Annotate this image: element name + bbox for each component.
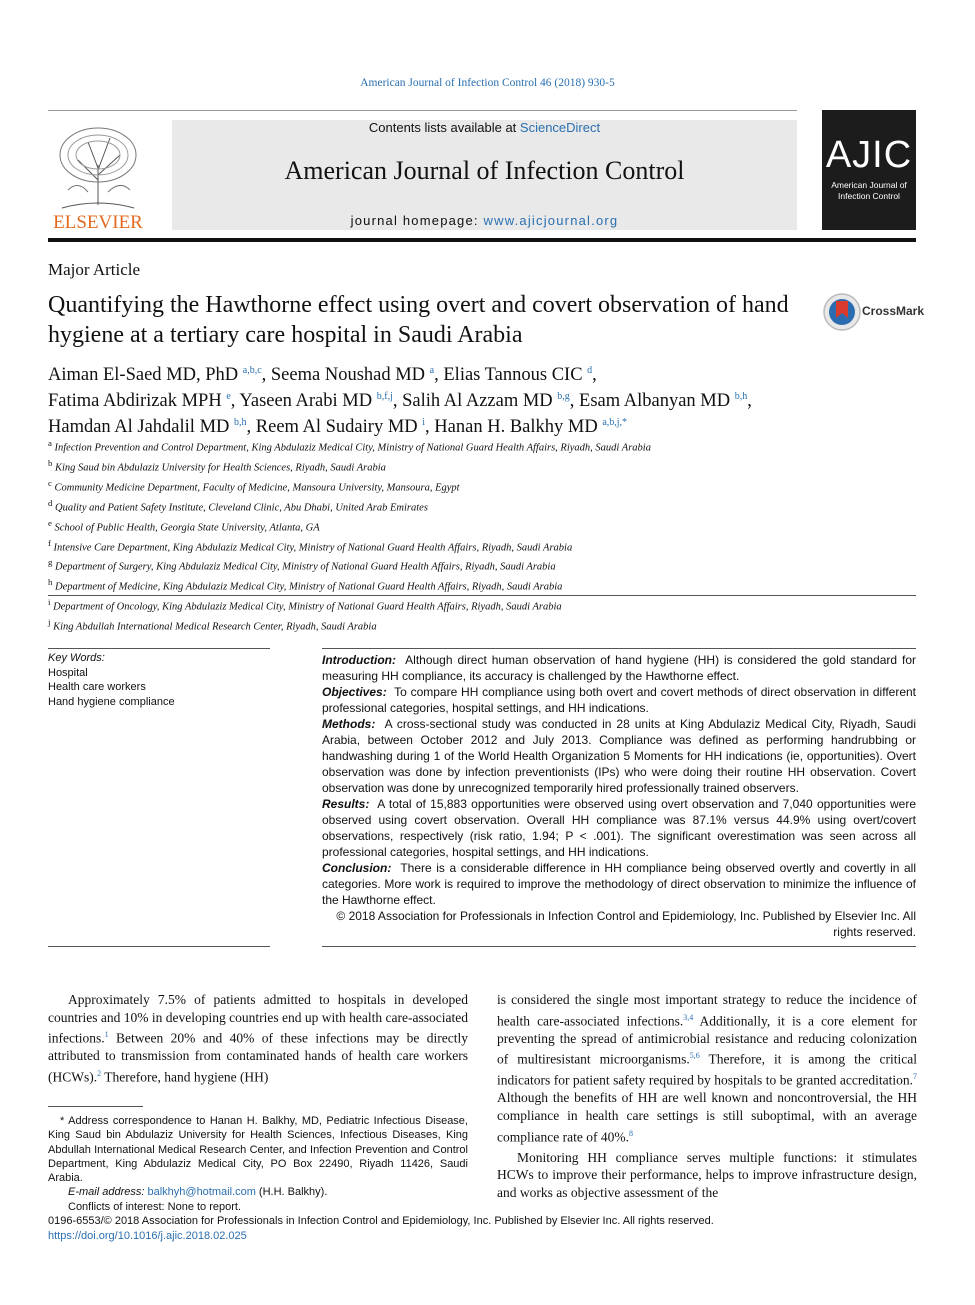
email-line bbox=[48, 1185, 468, 1199]
body-text: Therefore, it is among the critical indicators for patient safety required by hospitals to be granted accreditation. bbox=[497, 1051, 917, 1088]
abstract-text: A cross-sectional study was conducted in 28 units at King Abdulaziz Medical City, Riyadh, Saudi Arabia, between October 2012 and July 2013. Compliance was defined as performing handrubbing or handwashing during 1 of the World Health Organization 5 Moments for HH indications (ie, opportunities). Overt observation was done by infection preventionists (IPs) who were doing their routine HH observation. Covert observation was done by unrecognized temporarily hired professionally trained observers. bbox=[322, 717, 916, 795]
keyword: Health care workers bbox=[48, 681, 146, 693]
affiliation-rule bbox=[48, 595, 916, 596]
author-separator: , bbox=[425, 417, 435, 438]
abstract-text: Although direct human observation of hand hygiene (HH) is considered the gold standard for measuring HH compliance, its accuracy is challenged by the Hawthorne effect. bbox=[322, 653, 916, 683]
elsevier-logo bbox=[48, 120, 148, 232]
affiliation-text: Community Medicine Department, Faculty of Medicine, Mansoura University, Mansoura, Egypt bbox=[54, 482, 460, 494]
sciencedirect-link[interactable]: ScienceDirect bbox=[519, 120, 601, 135]
header-rule bbox=[48, 110, 797, 111]
abstract-introduction bbox=[322, 652, 916, 684]
author-affiliation-ref[interactable]: b,g bbox=[557, 391, 570, 403]
affiliation bbox=[48, 555, 918, 575]
citation-ref[interactable]: 2 bbox=[97, 1068, 102, 1078]
abstract-objectives bbox=[322, 684, 916, 716]
body-text: Between 20% and 40% of these infections may be directly attributed to transmission from contaminated hands of health care workers (HCWs). bbox=[48, 1030, 468, 1085]
keywords-heading: Key Words: bbox=[48, 652, 105, 664]
body-column-left bbox=[48, 991, 468, 1086]
body-text: Additionally, it is a core element for preventing the spread of antimicrobial resistance and reducing colonization of multiresistant microorganisms. bbox=[497, 1013, 917, 1067]
ajic-logo-line1: American Journal of bbox=[831, 180, 907, 190]
crossmark-icon bbox=[822, 292, 862, 332]
author-affiliation-ref[interactable]: i bbox=[422, 417, 426, 429]
author-affiliation-ref[interactable]: a,b,c bbox=[242, 365, 262, 376]
citation-ref[interactable]: 7 bbox=[913, 1072, 917, 1082]
issn-line: 0196-6553/© 2018 Association for Professionals in Infection Control and Epidemiology, Inc. Published by Elsevier Inc. All rights reserved. bbox=[48, 1215, 714, 1227]
author-affiliation-ref[interactable]: a bbox=[429, 365, 435, 376]
author-separator: , bbox=[230, 391, 240, 412]
contents-line bbox=[172, 120, 797, 135]
header-thick-rule bbox=[48, 238, 916, 242]
author-separator: , bbox=[392, 391, 403, 412]
body-text: Although the benefits of HH are well known and noncontroversial, the HH compliance in health care settings is still suboptimal, with an average compliance rate of 40%. bbox=[497, 1090, 917, 1145]
contents-prefix: Contents lists available at bbox=[368, 120, 520, 135]
citation-ref[interactable]: 3,4 bbox=[683, 1012, 694, 1022]
email-label: E-mail address: bbox=[68, 1186, 148, 1199]
body-text: Approximately 7.5% of patients admitted to hospitals in developed countries and 10% in developing countries end up with health care-associated infections. bbox=[48, 992, 468, 1046]
body-column-right bbox=[497, 991, 917, 1202]
author[interactable]: Fatima Abdirizak MPH bbox=[48, 391, 222, 412]
affiliation bbox=[48, 436, 918, 456]
author-affiliation-ref[interactable]: e bbox=[226, 391, 231, 403]
affiliation-text: Intensive Care Department, King Abdulaziz Medical City, Ministry of National Guard Health Affairs, Riyadh, Saudi Arabia bbox=[53, 542, 573, 554]
citation-ref[interactable]: 1 bbox=[104, 1030, 109, 1040]
abstract-rule-bottom bbox=[322, 946, 916, 947]
affiliation bbox=[48, 456, 918, 476]
abstract-methods bbox=[322, 716, 916, 796]
author-affiliation-ref[interactable]: b,h bbox=[234, 417, 247, 429]
affiliation bbox=[48, 595, 918, 615]
affiliation-list bbox=[48, 436, 918, 635]
affiliation-key: j bbox=[48, 617, 51, 628]
journal-title: American Journal of Infection Control bbox=[284, 156, 685, 185]
affiliation bbox=[48, 536, 918, 556]
abstract-rule-top bbox=[322, 648, 916, 649]
homepage-prefix: journal homepage: bbox=[350, 213, 484, 228]
author[interactable]: Elias Tannous CIC bbox=[443, 365, 583, 386]
abstract-heading: Results: bbox=[322, 797, 370, 811]
affiliation-text: Department of Surgery, King Abdulaziz Medical City, Ministry of National Guard Health Affairs, Riyadh, Saudi Arabia bbox=[55, 561, 556, 573]
author-separator: , bbox=[569, 391, 580, 412]
affiliation-key: h bbox=[48, 577, 53, 588]
affiliation-text: Department of Oncology, King Abdulaziz Medical City, Ministry of National Guard Health Affairs, Riyadh, Saudi Arabia bbox=[53, 601, 562, 613]
affiliation-text: Department of Medicine, King Abdulaziz Medical City, Ministry of National Guard Health Affairs, Riyadh, Saudi Arabia bbox=[55, 581, 563, 593]
citation-ref[interactable]: 8 bbox=[628, 1128, 633, 1138]
abstract-results bbox=[322, 796, 916, 860]
ajic-logo-subtitle bbox=[822, 180, 916, 202]
abstract-heading: Introduction: bbox=[322, 653, 396, 667]
affiliation-key: b bbox=[48, 457, 53, 468]
affiliation bbox=[48, 476, 918, 496]
affiliation-text: School of Public Health, Georgia State University, Atlanta, GA bbox=[54, 522, 320, 534]
abstract-copyright: © 2018 Association for Professionals in Infection Control and Epidemiology, Inc. Published by Elsevier Inc. All rights reserved. bbox=[336, 909, 916, 939]
keyword: Hand hygiene compliance bbox=[48, 695, 175, 708]
author-separator: , bbox=[246, 417, 256, 438]
abstract-heading: Objectives: bbox=[322, 685, 387, 699]
author[interactable]: Reem Al Sudairy MD bbox=[255, 417, 418, 438]
article-title: Quantifying the Hawthorne effect using overt and covert observation of hand hygiene at a tertiary care hospital in Saudi Arabia bbox=[48, 292, 789, 348]
affiliation-key: a bbox=[48, 438, 52, 448]
affiliation-text: King Abdullah International Medical Research Center, Riyadh, Saudi Arabia bbox=[53, 621, 377, 633]
author[interactable]: Seema Noushad MD bbox=[270, 365, 426, 386]
author-separator: , bbox=[261, 365, 271, 386]
email-suffix: (H.H. Balkhy). bbox=[255, 1186, 328, 1199]
abstract-text: To compare HH compliance using both overt and covert methods of direct observation in different professional categories, hospital settings, and HH indications. bbox=[322, 685, 916, 715]
crossmark-label: CrossMark bbox=[862, 304, 925, 318]
affiliation-key: i bbox=[48, 597, 51, 608]
affiliation-key: d bbox=[48, 497, 53, 508]
body-text: Therefore, hand hygiene (HH) bbox=[101, 1069, 269, 1085]
abstract-conclusion bbox=[322, 860, 916, 908]
affiliation bbox=[48, 575, 918, 595]
correspondence-note: * Address correspondence to Hanan H. Balkhy, MD, Pediatric Infectious Disease, King Saud bin Abdulaziz University for Health Sciences, Infectious Diseases, King Abdullah International Medical Research Center, and Infection Prevention and Control Department, King Abdulaziz Medical City, PO Box 22490, Riyadh 11426, Saudi Arabia. bbox=[48, 1115, 468, 1185]
homepage-line bbox=[172, 213, 797, 228]
abstract-heading: Conclusion: bbox=[322, 861, 392, 875]
ajic-logo-line2: Infection Control bbox=[838, 191, 900, 201]
affiliation bbox=[48, 496, 918, 516]
author-affiliation-ref[interactable]: d bbox=[587, 365, 593, 376]
author-separator: , bbox=[434, 365, 444, 386]
affiliation-key: g bbox=[48, 557, 53, 568]
conflicts-note: Conflicts of interest: None to report. bbox=[68, 1200, 242, 1213]
author[interactable]: Aiman El-Saed MD, PhD bbox=[48, 365, 239, 386]
footnote bbox=[48, 1114, 468, 1214]
author-separator: , bbox=[592, 365, 597, 386]
body-text: is considered the single most important strategy to reduce the incidence of health care-associated infections. bbox=[497, 992, 917, 1029]
keywords-rule-top bbox=[48, 648, 270, 649]
affiliation bbox=[48, 615, 918, 635]
author[interactable]: Salih Al Azzam MD bbox=[402, 391, 553, 412]
keywords-rule-bottom bbox=[48, 946, 270, 947]
crossmark-button[interactable] bbox=[822, 292, 925, 332]
abstract-text: A total of 15,883 opportunities were observed using overt observation and 7,040 opportunities were observed using covert observation. Overall HH compliance was 87.1% versus 44.9% using overt/covert observations, respectively (risk ratio, 1.94; P < .001). The significant overestimation was seen across all professional categories, hospital settings, and HH indications. bbox=[322, 797, 916, 859]
author[interactable]: Hanan H. Balkhy MD bbox=[434, 417, 598, 438]
affiliation-key: c bbox=[48, 477, 52, 488]
author[interactable]: Hamdan Al Jahdalil MD bbox=[48, 417, 230, 438]
author-affiliation-ref[interactable]: b,f,j bbox=[376, 391, 393, 403]
journal-citation[interactable]: American Journal of Infection Control 46 (2018) 930-5 bbox=[360, 77, 615, 89]
affiliation-text: Infection Prevention and Control Department, King Abdulaziz Medical City, Ministry of National Guard Health Affairs, Riyadh, Saudi Arabia bbox=[54, 442, 651, 454]
footnote-rule bbox=[48, 1106, 143, 1107]
author-separator: , bbox=[747, 391, 752, 412]
affiliation-text: King Saud bin Abdulaziz University for Health Sciences, Riyadh, Saudi Arabia bbox=[55, 462, 386, 474]
affiliation-text: Quality and Patient Safety Institute, Cleveland Clinic, Abu Dhabi, United Arab Emirates bbox=[55, 502, 428, 514]
body-paragraph bbox=[497, 991, 917, 1146]
body-paragraph bbox=[48, 991, 468, 1086]
article-type: Major Article bbox=[48, 260, 141, 279]
email-link[interactable]: balkhyh@hotmail.com bbox=[147, 1186, 256, 1199]
author[interactable]: Esam Albanyan MD bbox=[579, 391, 731, 412]
author[interactable]: Yaseen Arabi MD bbox=[239, 391, 373, 412]
doi-link[interactable]: https://doi.org/10.1016/j.ajic.2018.02.025 bbox=[48, 1229, 247, 1242]
keyword: Hospital bbox=[48, 666, 88, 679]
abstract-heading: Methods: bbox=[322, 717, 376, 731]
abstract-text: There is a considerable difference in HH compliance being observed overtly and covertly in all categories. More work is required to improve the methodology of direct observation to minimize the influence of the Hawthorne effect. bbox=[322, 861, 917, 907]
keywords-box bbox=[48, 651, 270, 709]
affiliation bbox=[48, 516, 918, 536]
svg-text:ELSEVIER: ELSEVIER bbox=[53, 212, 143, 232]
affiliation-key: f bbox=[48, 537, 51, 548]
author-affiliation-ref[interactable]: b,h bbox=[734, 391, 748, 403]
author-list bbox=[48, 360, 918, 438]
ajic-logo-text: AJIC bbox=[825, 134, 913, 176]
abstract bbox=[322, 652, 916, 940]
citation-ref[interactable]: 5,6 bbox=[689, 1051, 700, 1061]
affiliation-key: e bbox=[48, 517, 52, 528]
ajic-cover-logo bbox=[822, 110, 916, 230]
homepage-link[interactable]: www.ajicjournal.org bbox=[483, 213, 619, 228]
body-paragraph: Monitoring HH compliance serves multiple functions: it stimulates HCWs to improve their performance, helps to improve infrastructure design, and works as objective assessment of the bbox=[497, 1149, 917, 1200]
page-footer bbox=[48, 1214, 918, 1243]
author-affiliation-ref[interactable]: a,b,j,* bbox=[602, 417, 628, 429]
